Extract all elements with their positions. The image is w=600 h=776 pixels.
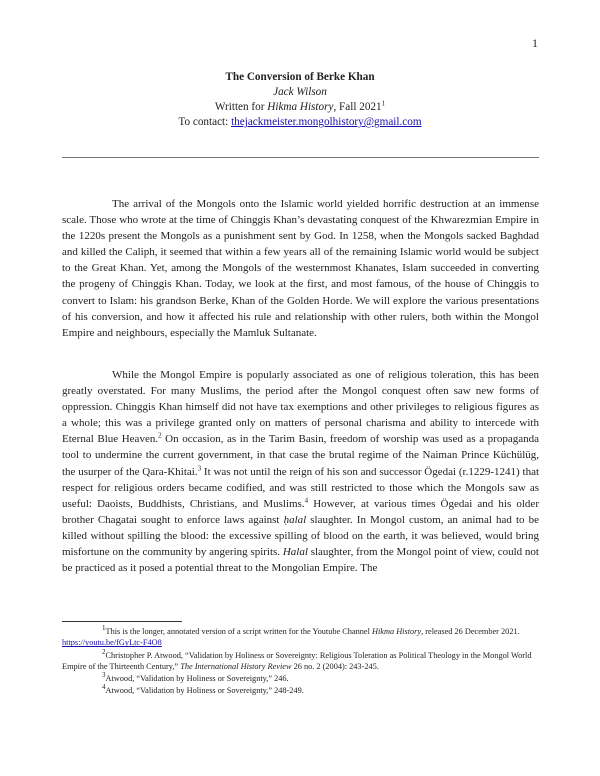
footnote-divider	[62, 621, 182, 622]
document-title: The Conversion of Berke Khan	[225, 71, 375, 83]
publication-name: Hikma History	[267, 101, 334, 113]
footnote-ref-4[interactable]: 4	[304, 496, 309, 505]
written-for-prefix: Written for	[214, 101, 268, 113]
footnote-ref-2[interactable]: 2	[158, 431, 162, 440]
paragraph-2-text	[62, 367, 539, 576]
written-for-suffix: , Fall 2021	[333, 101, 382, 113]
body-paragraph-1	[62, 196, 539, 341]
contact-prefix: To contact:	[178, 116, 232, 128]
footnote-4	[62, 685, 539, 696]
footnote-2-number: 2	[102, 647, 106, 656]
footnote-4-number: 4	[102, 683, 106, 692]
footnote-2-text-b: 26 no. 2 (2004): 243-245.	[291, 661, 379, 671]
p2-segment-3: It was not until the reign of his son and successor Ögedai (r.1229-1241) that respect for religious orders became codified, and was still restricted to those which the Mongols saw as useful: Daoists, Buddhists, Christians, and Muslims.	[62, 465, 540, 510]
footnote-2	[62, 647, 539, 673]
footnote-ref-3[interactable]: 3	[197, 463, 202, 472]
footnote-3-number: 3	[102, 671, 106, 680]
footnote-2-text-a: Christopher P. Atwood, “Validation by Holiness or Sovereignty: Religious Toleration as Political Theology in the Mongol World Empire of the Thirteenth Century,”	[62, 650, 532, 671]
footnote-1-text-a: This is the longer, annotated version of a script written for the Youtube Channel	[105, 627, 372, 636]
contact-line	[0, 115, 600, 130]
footnote-1-channel: Hikma History	[372, 627, 422, 636]
p2-segment-1: While the Mongol Empire is popularly associated as one of religious toleration, this has been greatly overstated. For many Muslims, the period after the Mongol conquest often saw new forms of oppression. Chinggis Khan himself did not have tax exemptions and other privileges to religious figures as a whole; this was a privilege granted only on matters of personal charisma and ability to intercede with Eternal Blue Heaven.	[62, 369, 539, 446]
term-halal-2: Halal	[282, 546, 308, 559]
footnote-1	[62, 626, 539, 649]
footnote-1-number: 1	[102, 624, 106, 633]
footnote-1-youtube-link[interactable]: https://youtu.be/fGyLtc-F4O8	[62, 638, 162, 648]
term-halal-1: ḥalal	[283, 513, 307, 526]
author-name: Jack Wilson	[273, 86, 327, 98]
p2-segment-5: slaughter. In Mongol custom, an animal had to be killed without spilling the blood: the excessive spilling of blood on the earth, it was believed, would bring misfortune on the community by angering spirits.	[62, 513, 539, 559]
p2-segment-2: On occasion, as in the Tarim Basin, freedom of worship was used as a propaganda tool to undermine the current government, in that case the brutal regime of the Naiman Prince Küchülüg, the usurper of the Qara-Khitai.	[62, 433, 539, 478]
footnote-ref-1[interactable]: 1	[381, 99, 386, 108]
footnote-4-text: Atwood, “Validation by Holiness or Sovereignty,” 248-249.	[105, 686, 304, 696]
footnotes	[62, 626, 539, 698]
contact-email-link[interactable]: thejackmeister.mongolhistory@gmail.com	[231, 116, 422, 128]
page-number: 1	[532, 36, 538, 50]
p2-segment-6: slaughter, from the Mongol point of view, could not be practiced as it posed a potential threat to the Mongolian Empire. The	[62, 546, 539, 575]
footnote-2-journal: The International History Review	[180, 661, 292, 671]
footnote-3	[62, 673, 539, 684]
header-divider	[62, 157, 539, 158]
title-block	[0, 70, 600, 130]
p2-segment-4: However, at various times Ögedai and his older brother Chagatai sought to enforce laws against	[62, 497, 539, 526]
footnote-3-text: Atwood, “Validation by Holiness or Sovereignty,” 246.	[105, 674, 289, 684]
written-for-line	[0, 100, 600, 115]
footnote-1-text-b: , released 26 December 2021.	[421, 627, 520, 636]
paragraph-1-text: The arrival of the Mongols onto the Islamic world yielded horrific destruction at an immense scale. Those who wrote at the time of Chinggis Khan’s devastating conquest of the Khwarezmian Empire in the 1220s present the Mongols as a punishment sent by God. In 1258, when the Mongols sacked Baghdad and killed the Caliph, it seemed that within a few years all of the remaining Islamic world would be subject to the Great Khan. Yet, among the Mongols of the westernmost Khanates, Islam succeeded in converting the progeny of Chinggis Khan. Today, we look at the first, and most famous, of the house of Chinggis to convert to Islam: his grandson Berke, Khan of the Golden Horde. We will explore the various presentations of his conversion, and how it affected his rule and relationship with other rulers, both within the Mongol Empire and neighbours, especially the Mamluk Sultanate.	[62, 198, 539, 339]
body-paragraph-2	[62, 367, 539, 576]
